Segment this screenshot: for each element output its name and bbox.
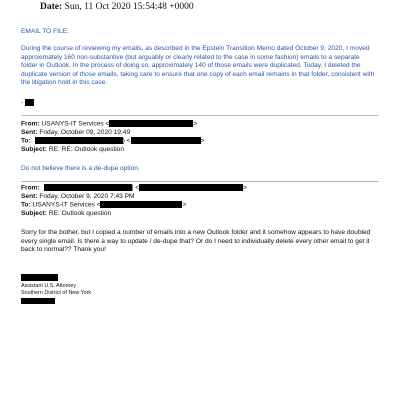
original-from-label: From: — [21, 184, 40, 192]
original-from-mid: | < — [131, 184, 139, 192]
redaction-box — [131, 137, 201, 144]
signature-title: Assistant U.S. Attorney — [21, 283, 77, 289]
redaction-box — [35, 137, 123, 144]
reply-to-label: To: — [21, 137, 31, 145]
reply-sent-label: Sent: — [21, 128, 38, 136]
reply-from-row — [21, 120, 204, 129]
original-to-label: To: — [21, 201, 31, 209]
original-body-line: Sorry for the bother, but I copied a number of emails into a new Outlook folder and it somehow appears to have doubled — [21, 229, 371, 236]
reply-sent-row — [21, 129, 204, 138]
original-sent-row — [21, 193, 247, 202]
redacted-signature-name — [21, 274, 58, 281]
note-body-line: the litigation hold in this case. — [21, 79, 108, 87]
reply-subject-row — [21, 146, 204, 155]
redaction-box — [100, 201, 182, 208]
redaction-box — [109, 120, 193, 127]
separator-line — [21, 181, 379, 182]
original-body-line: every single email. Is there a way to update / de-dupe that? Or do I need to individually delete every other email to get it — [21, 237, 370, 245]
reply-from-close: > — [193, 120, 198, 128]
original-to-row — [21, 201, 247, 210]
reply-body: Do not believe there is a de-dupe option. — [21, 165, 140, 172]
signature-office: Southern District of New York — [21, 290, 92, 296]
original-subject-row — [21, 210, 247, 219]
note-body-line: During the course of reviewing my emails, as described in the Epstein Transition Memo dated October 9, 2020, I moved — [21, 45, 370, 52]
separator-line — [21, 115, 379, 116]
original-body-line: back to normal?? Thank you! — [21, 246, 106, 254]
note-body — [21, 45, 374, 88]
reply-header — [21, 120, 204, 154]
original-subject-value: RE: Outlook question — [48, 209, 112, 217]
note-signoff-dash: - — [21, 99, 24, 107]
redaction-box — [44, 184, 132, 191]
reply-sent-value: Friday, October 09, 2020 19:49 — [39, 128, 131, 136]
redaction-box — [25, 99, 34, 106]
original-from-close: > — [242, 184, 247, 192]
original-from-row — [21, 184, 247, 193]
note-body-line: duplicate version of those emails, taking care to ensure that one copy of each email remains in that folder, consistent with — [21, 70, 375, 78]
original-body — [21, 229, 370, 255]
reply-subject-value: RE: RE: Outlook question — [48, 145, 124, 153]
original-subject-label: Subject: — [21, 209, 48, 217]
redacted-signature-contact — [21, 298, 55, 304]
original-sent-label: Sent: — [21, 192, 38, 200]
date-label: Date: — [40, 2, 63, 12]
date-value: Sun, 11 Oct 2020 15:54:48 +0000 — [64, 2, 194, 12]
note-body-line: approximately 160 non-substantive (but arguably or clearly related to the case in some fashion) emails to a separate — [21, 53, 360, 61]
reply-from-value: USANYS-IT Services < — [41, 120, 110, 128]
signature-block — [21, 283, 91, 297]
original-to-value: USANYS-IT Services < — [32, 201, 101, 209]
original-to-close: > — [182, 201, 187, 209]
reply-to-row — [21, 137, 204, 146]
original-sent-value: Friday, October 9, 2020 7:43 PM — [39, 192, 135, 200]
note-heading: EMAIL TO FILE: — [21, 28, 69, 35]
original-header — [21, 184, 247, 218]
note-body-line: folder in Outlook. In the process of doing so, approximately 140 of those emails were duplicated. Today, I deleted the — [21, 62, 361, 70]
redaction-box — [139, 184, 243, 191]
reply-from-label: From: — [21, 120, 40, 128]
reply-to-mid: ) < — [122, 137, 131, 145]
note-signoff — [21, 99, 34, 108]
reply-to-close: > — [200, 137, 205, 145]
date-header — [40, 2, 194, 12]
reply-subject-label: Subject: — [21, 145, 48, 153]
